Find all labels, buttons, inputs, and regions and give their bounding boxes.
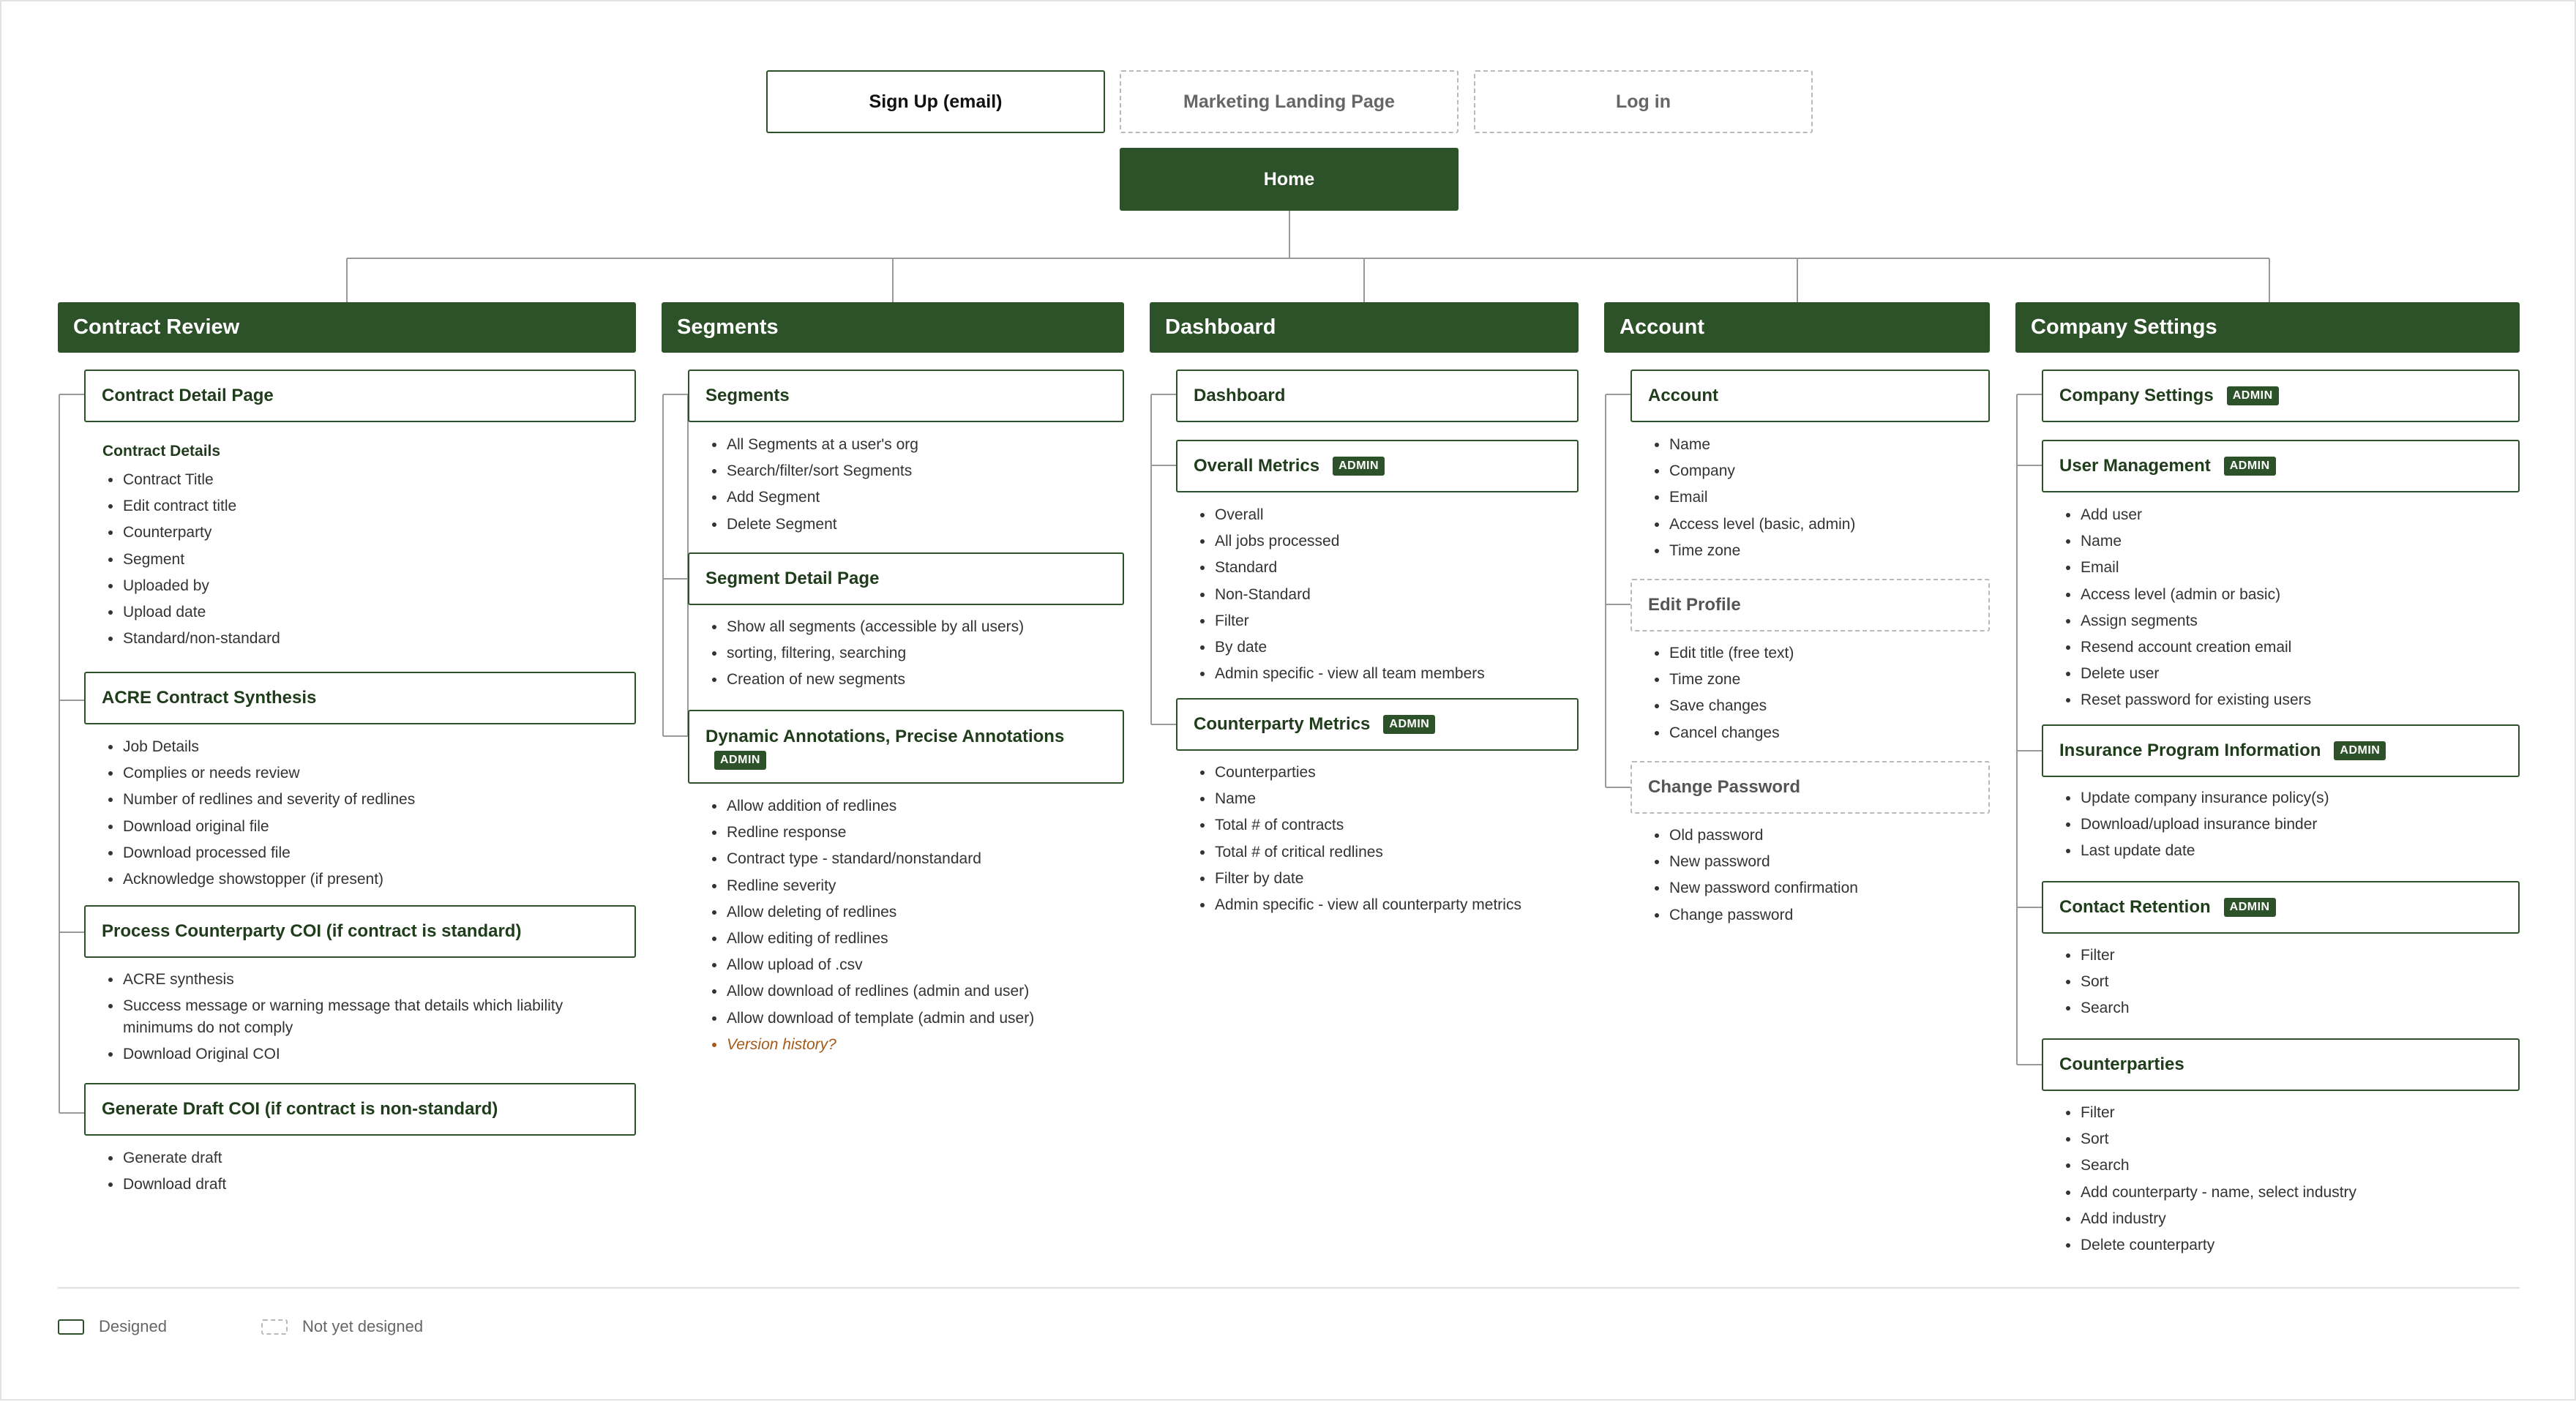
list-item: Update company insurance policy(s) [2060,785,2514,811]
list-item: Assign segments [2060,608,2514,634]
list-item: Resend account creation email [2060,634,2514,661]
dashed-swatch-icon [261,1319,288,1335]
list-item: Counterparty [102,520,629,546]
admin-badge: ADMIN [2224,898,2276,917]
page-label: Process Counterparty COI (if contract is standard) [102,921,522,941]
list-item: Allow download of template (admin and user) [706,1005,1116,1032]
insurance-list [2060,785,2514,865]
list-item: Time zone [1649,667,1985,693]
list-item: sorting, filtering, searching [706,640,1116,667]
page-label: Counterparty Metrics [1194,714,1371,734]
list-item: Redline severity [706,873,1116,899]
legend-divider [58,1287,2520,1289]
list-item: Standard [1194,555,1575,581]
list-item: New password [1649,849,1985,875]
list-item: Add user [2060,502,2514,528]
marketing-label: Marketing Landing Page [1183,91,1395,112]
page-label: Segment Detail Page [705,569,880,588]
segments-page[interactable] [688,370,1124,422]
list-item: Allow upload of .csv [706,952,1116,978]
change-password-page[interactable] [1630,761,1990,814]
list-item: Name [1649,432,1985,458]
page-label: Edit Profile [1648,595,1741,615]
list-item: Sort [2060,1126,2514,1152]
section-dashboard[interactable] [1150,302,1579,353]
marketing-landing-page[interactable] [1120,70,1459,133]
section-title: Segments [677,315,779,339]
page-label: Insurance Program Information [2059,741,2321,760]
section-title: Contract Review [73,315,240,339]
dashboard-page[interactable] [1176,370,1579,422]
list-item: Add Segment [706,484,1116,511]
list-item: Redline response [706,820,1116,846]
insurance-program-page[interactable] [2042,724,2520,777]
list-item: Filter [1194,608,1575,634]
section-segments[interactable] [662,302,1124,353]
list-item: Delete user [2060,661,2514,687]
legend-label: Not yet designed [302,1317,424,1335]
page-label: Dynamic Annotations, Precise Annotations [705,726,1065,746]
page-label: Overall Metrics [1194,456,1320,476]
overall-metrics-list [1194,502,1575,687]
list-item: Counterparties [1194,760,1590,786]
legend-not-designed [261,1317,423,1336]
list-item: Admin specific - view all team members [1194,661,1575,687]
legend-label: Designed [99,1317,167,1335]
annotations-list [706,793,1116,1058]
list-item: New password confirmation [1649,875,1985,901]
page-label: Contact Retention [2059,897,2211,917]
list-item: Time zone [1649,538,1985,564]
list-item: Edit title (free text) [1649,640,1985,667]
page-label: Account [1648,386,1718,405]
list-item: By date [1194,634,1575,661]
admin-badge: ADMIN [714,751,766,770]
list-item: Upload date [102,599,629,626]
list-item: Allow addition of redlines [706,793,1116,820]
user-management-page[interactable] [2042,440,2520,492]
page-label: Change Password [1648,777,1801,797]
counterparty-metrics-page[interactable] [1176,698,1579,751]
section-title: Dashboard [1165,315,1276,339]
list-item: Search [2060,995,2514,1021]
list-item: Download draft [102,1172,629,1198]
account-page[interactable] [1630,370,1990,422]
list-item: Segment [102,547,629,573]
contract-details-heading: Contract Details [102,443,221,460]
list-item: Overall [1194,502,1575,528]
list-item: Download Original COI [102,1041,629,1068]
list-item: Uploaded by [102,573,629,599]
list-item: Download/upload insurance binder [2060,811,2514,838]
list-item: Creation of new segments [706,667,1116,693]
list-item: Admin specific - view all counterparty metrics [1194,892,1590,918]
list-item: Number of redlines and severity of redlines [102,787,629,813]
synthesis-list [102,734,629,893]
admin-badge: ADMIN [1383,715,1435,734]
list-item: Standard/non-standard [102,626,629,652]
list-item: Delete counterparty [2060,1232,2514,1259]
home-label: Home [1263,168,1315,190]
list-item: Old password [1649,822,1985,849]
list-item: Total # of contracts [1194,812,1590,839]
page-label: ACRE Contract Synthesis [102,688,317,708]
list-item: Success message or warning message that details which liability minimums do not comply [102,993,629,1041]
sign-up-label: Sign Up (email) [869,91,1003,112]
contract-detail-page[interactable] [84,370,636,422]
contract-details-list [102,467,629,652]
process-coi-list [102,967,629,1068]
list-item: Save changes [1649,693,1985,719]
admin-badge: ADMIN [2334,741,2386,760]
list-item: Non-Standard [1194,582,1575,608]
overall-metrics-page[interactable] [1176,440,1579,492]
page-label: Generate Draft COI (if contract is non-standard) [102,1099,498,1119]
admin-badge: ADMIN [2224,457,2276,476]
list-item: Change password [1649,902,1985,929]
process-coi-page[interactable] [84,905,636,958]
list-item: Download processed file [102,840,629,866]
section-company-settings[interactable] [2015,302,2520,353]
list-item: Show all segments (accessible by all users) [706,614,1116,640]
change-password-list [1649,822,1985,929]
list-item: Total # of critical redlines [1194,839,1590,866]
segment-detail-list [706,614,1116,694]
list-item: Access level (basic, admin) [1649,511,1985,538]
list-item: Contract type - standard/nonstandard [706,846,1116,872]
solid-swatch-icon [58,1319,84,1335]
admin-badge: ADMIN [2227,386,2279,405]
section-title: Account [1620,315,1704,339]
user-management-list [2060,502,2514,714]
list-item: Add counterparty - name, select industry [2060,1180,2514,1206]
list-item: Email [1649,484,1985,511]
draft-coi-list [102,1145,629,1198]
list-item: Company [1649,458,1985,484]
page-label: Dashboard [1194,386,1286,405]
list-item: Name [1194,786,1590,812]
section-account[interactable] [1604,302,1990,353]
list-item: Job Details [102,734,629,760]
list-item: Email [2060,555,2514,581]
draft-coi-page[interactable] [84,1083,636,1136]
edit-profile-page[interactable] [1630,579,1990,631]
counterparties-list [2060,1100,2514,1259]
segments-list [706,432,1116,538]
contact-retention-page[interactable] [2042,881,2520,934]
page-label: Contract Detail Page [102,386,274,405]
list-item: Filter [2060,942,2514,969]
list-item: Acknowledge showstopper (if present) [102,866,629,893]
company-settings-page[interactable] [2042,370,2520,422]
list-item: Filter by date [1194,866,1590,892]
list-item: Search [2060,1152,2514,1179]
counterparties-page[interactable] [2042,1038,2520,1091]
page-label: User Management [2059,456,2211,476]
list-item: Complies or needs review [102,760,629,787]
list-item: Reset password for existing users [2060,687,2514,713]
legend-designed [58,1317,167,1336]
page-label: Company Settings [2059,386,2214,405]
retention-list [2060,942,2514,1022]
login-label: Log in [1616,91,1671,112]
list-item: Add industry [2060,1206,2514,1232]
list-item: ACRE synthesis [102,967,629,993]
list-item: Allow download of redlines (admin and user) [706,978,1116,1005]
counterparty-metrics-list [1194,760,1590,918]
section-title: Company Settings [2031,315,2217,339]
list-item: Allow editing of redlines [706,926,1116,952]
list-item: All Segments at a user's org [706,432,1116,458]
list-item: Last update date [2060,838,2514,864]
home-page[interactable] [1120,148,1459,211]
page-label: Segments [705,386,790,405]
admin-badge: ADMIN [1333,457,1385,476]
login-page[interactable] [1474,70,1813,133]
list-item: Allow deleting of redlines [706,899,1116,926]
list-item: Name [2060,528,2514,555]
list-item: Generate draft [102,1145,629,1172]
section-contract-review[interactable] [58,302,636,353]
annotations-page[interactable] [688,710,1124,784]
account-list [1649,432,1985,564]
list-item: All jobs processed [1194,528,1575,555]
list-item: Delete Segment [706,511,1116,538]
sign-up-page[interactable] [766,70,1105,133]
page-label: Counterparties [2059,1054,2184,1074]
list-item: Download original file [102,814,629,840]
list-item: Access level (admin or basic) [2060,582,2514,608]
list-item: Search/filter/sort Segments [706,458,1116,484]
edit-profile-list [1649,640,1985,746]
list-item: Sort [2060,969,2514,995]
list-item: Edit contract title [102,493,629,520]
list-item: Contract Title [102,467,629,493]
segment-detail-page[interactable] [688,552,1124,605]
acre-synthesis-page[interactable] [84,672,636,724]
list-item: Cancel changes [1649,720,1985,746]
list-item: Filter [2060,1100,2514,1126]
version-history-note: Version history? [706,1032,1116,1058]
